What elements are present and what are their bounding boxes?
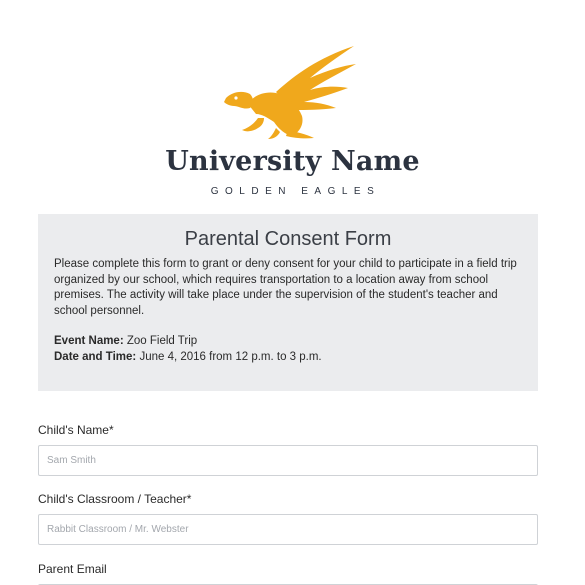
classroom-field: [38, 492, 538, 545]
form-description: Please complete this form to grant or deny consent for your child to participate in a field trip organized by our school, which requires transportation to a location away from school premises. The activity will take place under the supervision of the student's teacher and school personnel.: [54, 258, 517, 317]
intro-panel: [38, 214, 538, 391]
classroom-input[interactable]: [38, 514, 538, 545]
date-time-value: June 4, 2016 from 12 p.m. to 3 p.m.: [139, 350, 322, 363]
event-name-label: Event Name:: [54, 335, 124, 347]
parent-email-field: [38, 562, 538, 585]
required-mark: *: [186, 492, 192, 506]
child-name-label: [38, 423, 538, 437]
date-time-label: Date and Time:: [54, 350, 137, 363]
event-details: [54, 334, 522, 365]
eagle-icon: [218, 44, 360, 140]
parent-email-label: Parent Email: [38, 562, 107, 576]
classroom-label-text: Child's Classroom / Teacher: [38, 492, 187, 506]
required-mark: *: [108, 423, 114, 437]
event-name-line: [54, 334, 522, 350]
form-title: Parental Consent Form: [184, 228, 392, 250]
classroom-label: [38, 492, 538, 506]
date-time-line: [54, 350, 522, 366]
child-name-input[interactable]: [38, 445, 538, 476]
university-name: University Name: [165, 146, 420, 177]
child-name-label-text: Child's Name: [38, 423, 109, 437]
university-tagline: GOLDEN EAGLES: [210, 186, 381, 197]
child-name-field: [38, 423, 538, 476]
event-name-value: Zoo Field Trip: [126, 335, 198, 347]
